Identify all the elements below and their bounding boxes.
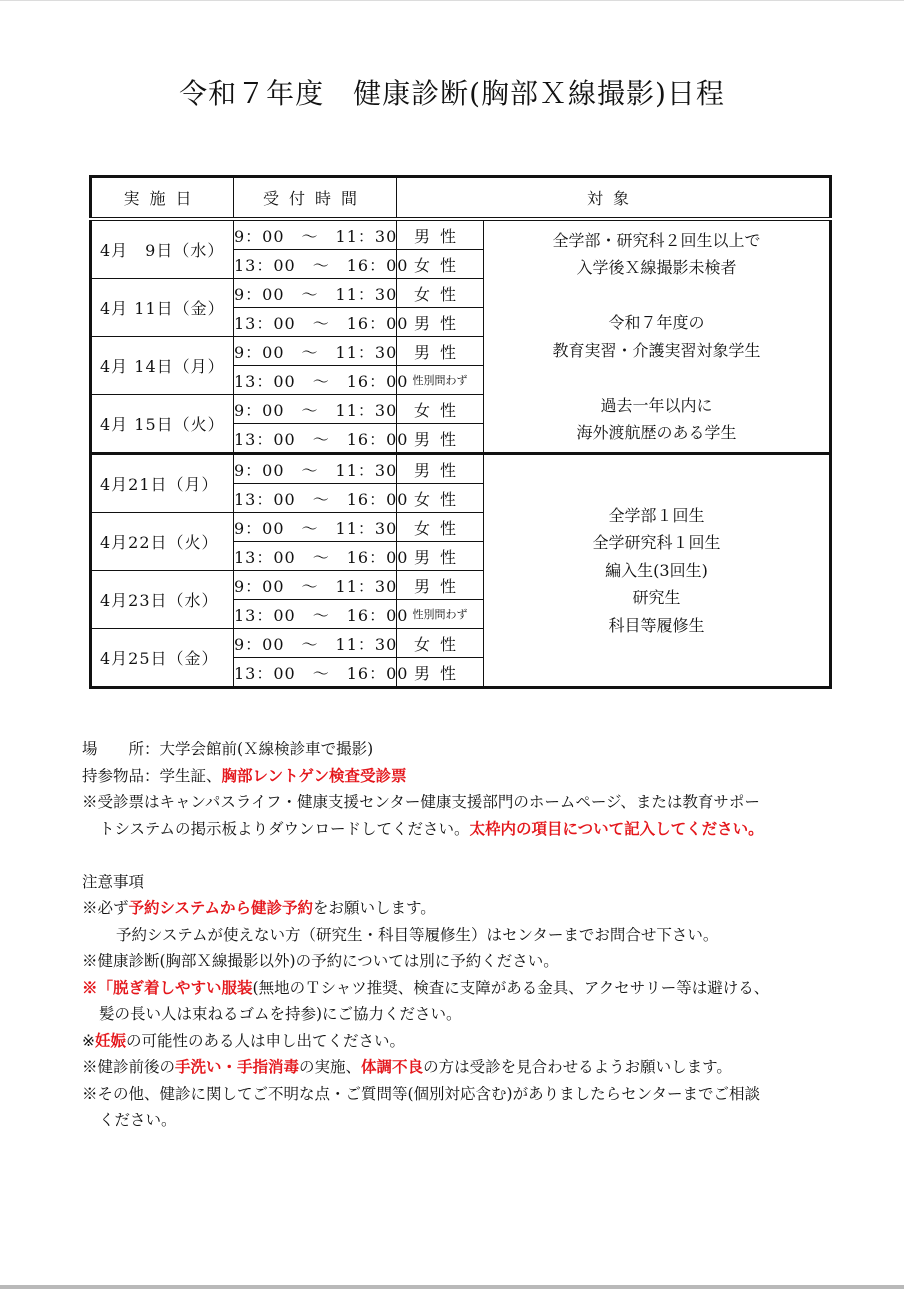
caution-text: ※必ず [82, 899, 129, 917]
header-target: 対象 [397, 177, 831, 220]
time-cell: 9：00 ～ 11：30 [234, 279, 397, 308]
sex-cell: 男性 [397, 219, 484, 250]
sex-cell: 男性 [397, 337, 484, 366]
caution-6-cont: ください。 [99, 1111, 177, 1129]
sex-cell: 男性 [397, 658, 484, 688]
target-line: 科目等履修生 [608, 615, 705, 635]
note-text: トシステムの掲示板よりダウンロードしてください。 [99, 819, 470, 838]
target-line: 全学部・研究科２回生以上で [552, 230, 761, 250]
sex-cell: 性別問わず [397, 600, 484, 629]
place-value: 大学会館前(Ｘ線検診車で撮影) [159, 740, 374, 758]
caution-1-sub: 予約システムが使えない方（研究生・科目等履修生）はセンターまでお問合せ下さい。 [116, 925, 719, 944]
target-line: 研究生 [632, 588, 681, 608]
caution-text: の可能性のある人は申し出てください。 [126, 1031, 406, 1050]
time-cell: 9：00 ～ 11：30 [234, 513, 397, 542]
bring-highlight: 胸部レントゲン検査受診票 [221, 765, 407, 785]
time-cell: 13：00 ～ 16：00 [234, 542, 397, 571]
caution-text: をお願いします。 [312, 899, 436, 917]
table-row [91, 454, 831, 484]
time-cell: 13：00 ～ 16：00 [234, 308, 397, 337]
bring-label: 持参物品： [82, 766, 160, 785]
sex-cell: 女性 [397, 279, 484, 308]
target-line: 全学部１回生 [608, 505, 705, 525]
caution-text: の実施、 [299, 1058, 362, 1076]
date-cell: 4月21日（月） [91, 454, 234, 513]
cautions-heading: 注意事項 [82, 872, 145, 891]
time-cell: 9：00 ～ 11：30 [234, 395, 397, 424]
time-cell: 9：00 ～ 11：30 [234, 571, 397, 600]
sex-cell: 男性 [397, 424, 484, 454]
bottom-border-line [0, 1285, 904, 1289]
date-cell: 4月25日（金） [91, 629, 234, 688]
caution-1 [82, 895, 842, 922]
caution-5 [82, 1054, 842, 1081]
caution-highlight: 手洗い・手指消毒 [175, 1057, 300, 1076]
caution-text: の方は受診を見合わせるようお願いします。 [423, 1058, 732, 1076]
target-spacer [484, 364, 829, 392]
note-highlight: 太枠内の項目について記入してください。 [469, 818, 764, 838]
target-line: 令和７年度の [608, 313, 705, 332]
top-border-line [0, 0, 904, 1]
caution-mark: ※ [82, 1031, 95, 1050]
info-section [82, 736, 842, 1134]
sex-cell: 女性 [397, 250, 484, 279]
caution-3 [82, 975, 842, 1002]
caution-4 [82, 1028, 842, 1055]
caution-mark: ※ [82, 977, 98, 997]
target-line: 全学研究科１回生 [592, 533, 721, 553]
caution-text: (無地のＴシャツ推奨、検査に支障がある金具、アクセサリー等は避ける、 [252, 978, 770, 997]
sex-cell: 男性 [397, 308, 484, 337]
target-cell-2 [484, 454, 831, 688]
caution-2: ※健康診断(胸部Ｘ線撮影以外)の予約については別に予約ください。 [82, 952, 559, 970]
section-gap [82, 842, 842, 869]
caution-6: ※その他、健診に関してご不明な点・ご質問等(個別対応含む)がありましたらセンターまでご相談 [82, 1084, 760, 1103]
caution-highlight: 「脱ぎ着しやすい服装 [97, 977, 253, 997]
date-cell: 4月 11日（金） [91, 279, 234, 337]
page-title: 令和７年度 健康診断(胸部Ｘ線撮影)日程 [179, 77, 725, 110]
table-header-row [91, 177, 831, 220]
time-cell: 9：00 ～ 11：30 [234, 454, 397, 484]
header-time: 受付時間 [234, 177, 397, 220]
time-cell: 9：00 ～ 11：30 [234, 337, 397, 366]
sex-cell: 性別問わず [397, 366, 484, 395]
header-date: 実施日 [91, 177, 234, 220]
table-row [91, 219, 831, 250]
time-cell: 9：00 ～ 11：30 [234, 629, 397, 658]
target-line: 教育実習・介護実習対象学生 [552, 340, 761, 360]
sex-cell: 女性 [397, 629, 484, 658]
sex-cell: 男性 [397, 454, 484, 484]
date-cell: 4月22日（火） [91, 513, 234, 571]
target-line: 過去一年以内に [600, 395, 713, 415]
time-cell: 9：00 ～ 11：30 [234, 219, 397, 250]
time-cell: 13：00 ～ 16：00 [234, 250, 397, 279]
time-cell: 13：00 ～ 16：00 [234, 366, 397, 395]
caution-text: ※健診前後の [82, 1058, 176, 1076]
caution-highlight: 妊娠 [95, 1030, 127, 1050]
date-cell: 4月 14日（月） [91, 337, 234, 395]
time-cell: 13：00 ～ 16：00 [234, 658, 397, 688]
sex-cell: 男性 [397, 542, 484, 571]
caution-highlight: 体調不良 [361, 1057, 424, 1076]
target-spacer [484, 282, 829, 310]
date-cell: 4月 15日（火） [91, 395, 234, 454]
date-cell: 4月 9日（水） [91, 219, 234, 279]
sex-cell: 女性 [397, 395, 484, 424]
note-line: ※受診票はキャンパスライフ・健康支援センター健康支援部門のホームページ、または教育サポー [82, 793, 760, 811]
time-cell: 13：00 ～ 16：00 [234, 600, 397, 629]
sex-cell: 女性 [397, 513, 484, 542]
date-cell: 4月23日（水） [91, 571, 234, 629]
target-line: 編入生(3回生) [605, 560, 708, 580]
caution-3-cont: 髪の長い人は束ねるゴムを持参)にご協力ください。 [99, 1005, 462, 1023]
schedule-table [89, 175, 832, 689]
place-label: 場 所： [82, 740, 160, 758]
sex-cell: 女性 [397, 484, 484, 513]
time-cell: 13：00 ～ 16：00 [234, 424, 397, 454]
note-line-cont [82, 816, 842, 843]
bring-line [82, 763, 842, 790]
target-cell-1 [484, 219, 831, 454]
time-cell: 13：00 ～ 16：00 [234, 484, 397, 513]
place-line [82, 736, 842, 763]
target-line: 入学後Ｘ線撮影未検者 [576, 258, 737, 277]
target-line: 海外渡航歴のある学生 [576, 423, 737, 442]
caution-highlight: 予約システムから健診予約 [128, 898, 313, 917]
sex-cell: 男性 [397, 571, 484, 600]
bring-value: 学生証、 [159, 766, 222, 785]
